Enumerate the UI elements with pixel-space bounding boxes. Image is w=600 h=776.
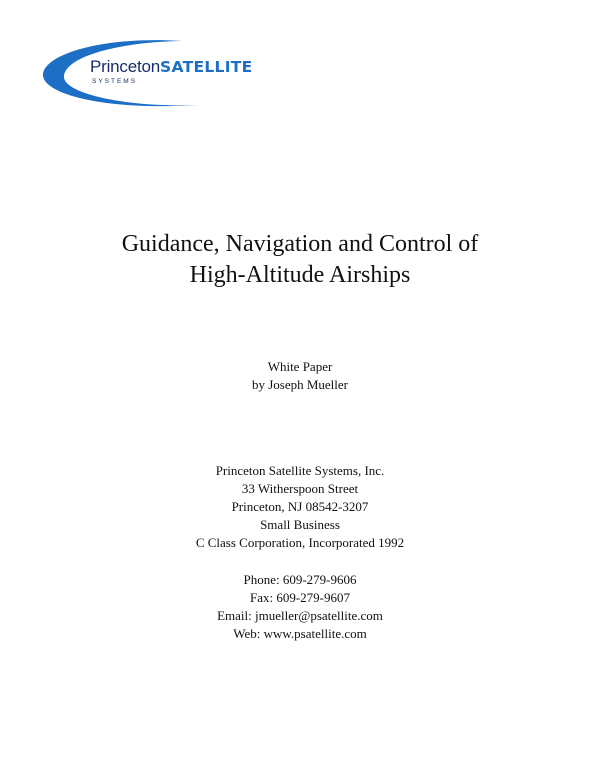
company-business-size: Small Business xyxy=(260,517,340,532)
document-type: White Paper xyxy=(267,359,333,374)
contact-web-link[interactable]: www.psatellite.com xyxy=(263,626,367,641)
company-logo xyxy=(40,38,320,110)
logo-wordmark xyxy=(90,58,253,76)
company-street: 33 Witherspoon Street xyxy=(241,481,359,496)
contact-email-link[interactable]: jmueller@psatellite.com xyxy=(255,608,383,623)
title-line-1: Guidance, Navigation and Control of xyxy=(121,231,479,257)
contact-web-line xyxy=(0,625,600,643)
contact-info xyxy=(0,571,600,643)
company-city: Princeton, NJ 08542-3207 xyxy=(231,499,369,514)
company-name: Princeton Satellite Systems, Inc. xyxy=(215,463,385,478)
logo-word-princeton: Princeton xyxy=(90,57,161,76)
document-title xyxy=(0,229,600,291)
contact-email-line xyxy=(0,607,600,625)
contact-phone: Phone: 609-279-9606 xyxy=(243,572,357,587)
logo-word-satellite: SATELLITE xyxy=(160,58,253,76)
company-address xyxy=(0,462,600,552)
title-line-2: High-Altitude Airships xyxy=(189,262,411,288)
contact-fax: Fax: 609-279-9607 xyxy=(249,590,351,605)
document-subtitle xyxy=(0,358,600,394)
company-corporation: C Class Corporation, Incorporated 1992 xyxy=(195,535,405,550)
contact-web-label: Web: xyxy=(233,626,264,641)
contact-email-label: Email: xyxy=(217,608,256,623)
document-author: by Joseph Mueller xyxy=(251,377,349,392)
logo-word-systems: SYSTEMS xyxy=(92,78,138,85)
